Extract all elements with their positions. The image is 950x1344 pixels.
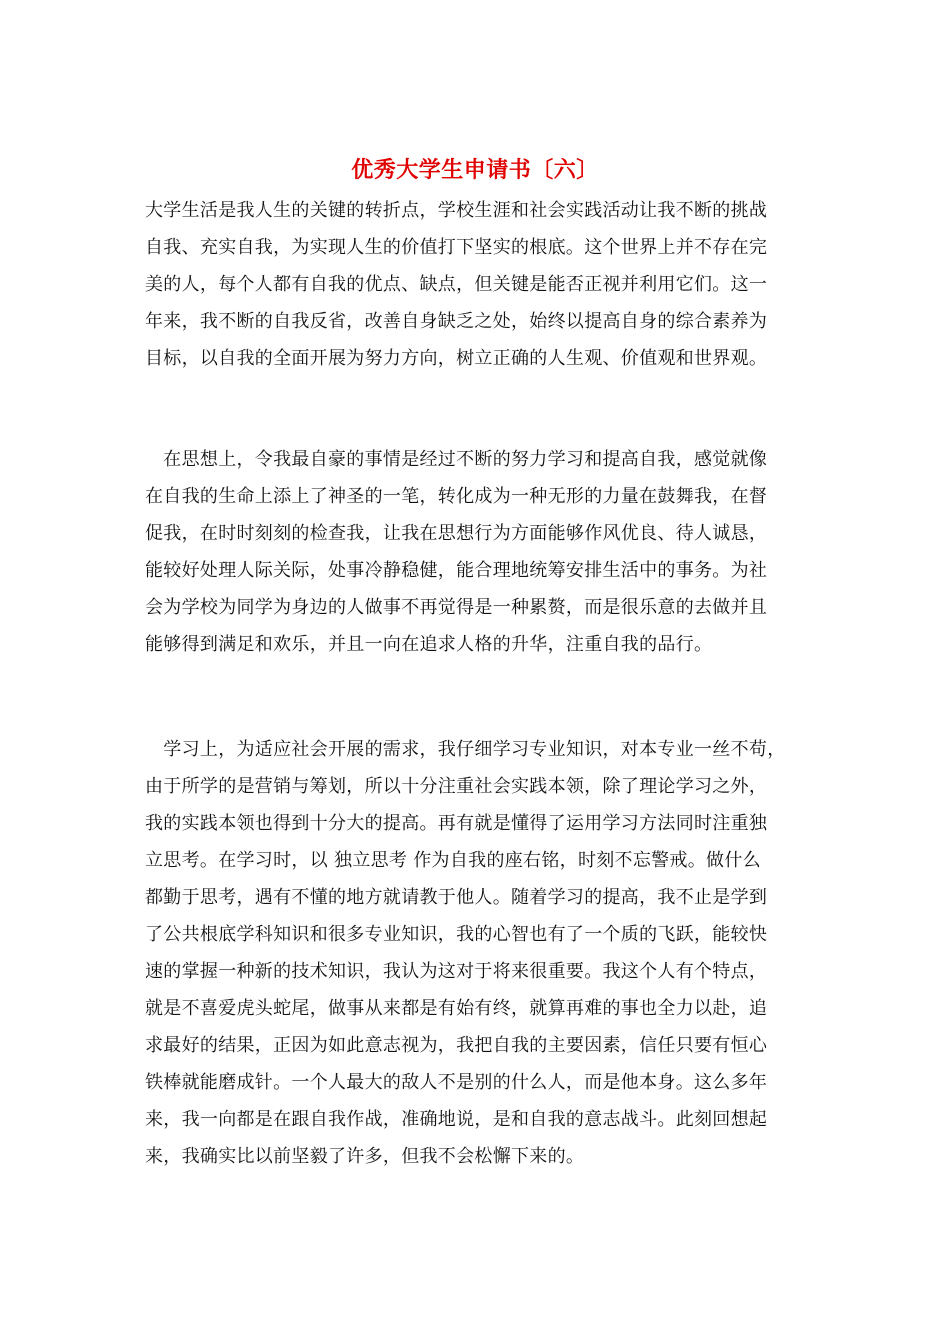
paragraph-line: 能较好处理人际关际，处事冷静稳健，能合理地统筹安排生活中的事务。为社 (145, 560, 768, 581)
paragraph-line: 自我、充实自我，为实现人生的价值打下坚实的根底。这个世界上并不存在完 (145, 237, 768, 258)
paragraph-line: 促我，在时时刻刻的检查我，让我在思想行为方面能够作风优良、待人诚恳， (145, 523, 768, 544)
paragraph-line: 美的人，每个人都有自我的优点、缺点，但关键是能否正视并利用它们。这一 (145, 274, 768, 295)
paragraph-line: 能够得到满足和欢乐，并且一向在追求人格的升华，注重自我的品行。 (145, 634, 713, 655)
paragraph-line: 大学生活是我人生的关键的转折点，学校生涯和社会实践活动让我不断的挑战 (145, 200, 768, 221)
paragraph-line: 学习上，为适应社会开展的需求，我仔细学习专业知识，对本专业一丝不苟， (145, 739, 786, 760)
paragraph-line: 铁棒就能磨成针。一个人最大的敌人不是别的什么人，而是他本身。这么多年 (145, 1072, 768, 1093)
paragraph-line: 会为学校为同学为身边的人做事不再觉得是一种累赘，而是很乐意的去做并且 (145, 597, 768, 618)
paragraph-line: 目标，以自我的全面开展为努力方向，树立正确的人生观、价值观和世界观。 (145, 348, 768, 369)
paragraph-line: 速的掌握一种新的技术知识，我认为这对于将来很重要。我这个人有个特点， (145, 961, 768, 982)
paragraph-line: 来，我确实比以前坚毅了许多，但我不会松懈下来的。 (145, 1146, 585, 1167)
paragraph-3 (145, 731, 815, 1175)
paragraph-line: 我的实践本领也得到十分大的提高。再有就是懂得了运用学习方法同时注重独 (145, 813, 768, 834)
paragraph-line: 了公共根底学科知识和很多专业知识，我的心智也有了一个质的飞跃，能较快 (145, 924, 768, 945)
paragraph-line: 都勤于思考，遇有不懂的地方就请教于他人。随着学习的提高，我不止是学到 (145, 887, 768, 908)
paragraph-line: 在自我的生命上添上了神圣的一笔，转化成为一种无形的力量在鼓舞我，在督 (145, 486, 768, 507)
paragraph-line: 在思想上，令我最自豪的事情是经过不断的努力学习和提高自我，感觉就像 (145, 449, 768, 470)
paragraph-line: 求最好的结果，正因为如此意志视为，我把自我的主要因素，信任只要有恒心 (145, 1035, 768, 1056)
paragraph-1 (145, 192, 815, 377)
paragraph-line: 就是不喜爱虎头蛇尾，做事从来都是有始有终，就算再难的事也全力以赴，追 (145, 998, 768, 1019)
paragraph-line: 立思考。在学习时，以 独立思考 作为自我的座右铭，时刻不忘警戒。做什么 (145, 850, 761, 871)
paragraph-line: 来，我一向都是在跟自我作战，准确地说，是和自我的意志战斗。此刻回想起 (145, 1109, 768, 1130)
paragraph-line: 由于所学的是营销与筹划，所以十分注重社会实践本领，除了理论学习之外， (145, 776, 768, 797)
paragraph-2 (145, 441, 815, 663)
document-title: 优秀大学生申请书〔六〕 (351, 157, 599, 183)
paragraph-line: 年来，我不断的自我反省，改善自身缺乏之处，始终以提高自身的综合素养为 (145, 311, 768, 332)
